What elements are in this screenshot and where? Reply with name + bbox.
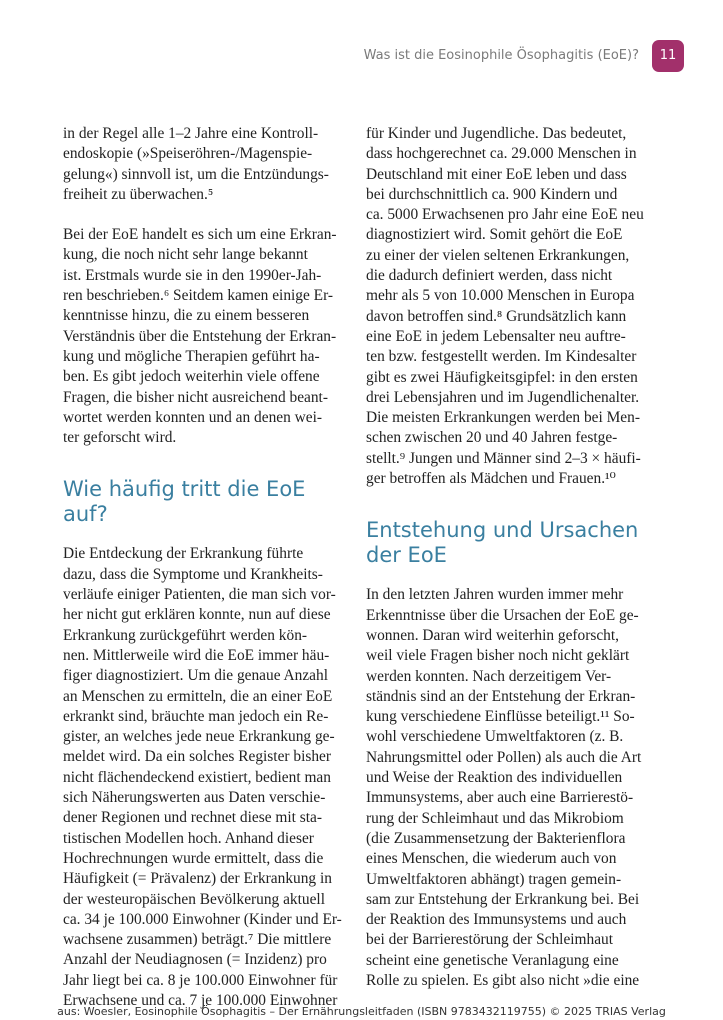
paragraph-frequency-continued: für Kinder und Jugendliche. Das bedeutet, dass hochgerechnet ca. 29.000 Menschen in Deutschland mit einer EoE leben und dass bei durchschnittlich ca. 900 Kindern und ca. 5000 Erwachsenen pro Jahr eine EoE neu diagnostiziert wird. Somit gehört die EoE zu einer der vielen seltenen Erkrankungen, die dadurch definiert werden, dass nicht mehr als 5 von 10.000 Menschen in Europa davon betroffen sind.⁸ Grundsätzlich kann eine EoE in jedem Lebensalter neu auftre- ten bzw. festgestellt werden. Im Kindesalter gibt es zwei Häufigkeitsgipfel: in den ersten drei Lebensjahren und im Jugendlichenalter. Die meisten Erkrankungen werden bei Men- schen zwischen 20 und 40 Jahren festge- stellt.⁹ Jungen und Männer sind 2–3 × häufi- ger betroffen als Mädchen und Frauen.¹⁰: [366, 125, 644, 488]
heading-frequency: Wie häufig tritt die EoE auf?: [63, 477, 306, 527]
right-column: [366, 124, 646, 991]
paragraph-frequency: Die Entdeckung der Erkrankung führte dazu, dass die Symptome und Krankheits- verläufe einiger Patienten, die man sich vor- her nicht gut erklären konnte, nun auf diese Erkrankung zurückgeführt werden kön- nen. Mittlerweile wird die EoE immer häu- figer diagnostiziert. Um die genaue Anzahl an Menschen zu ermitteln, die an einer EoE erkrankt sind, bräuchte man jedoch ein Re- gister, an welches jede neue Erkrankung ge- meldet wird. Da ein solches Register bisher nicht flächendeckend existiert, bedient man sich Näherungswerten aus Daten verschie- dener Regionen und rechnet diese mit sta- tistischen Modellen hoch. Anhand dieser Hochrechnungen wurde ermittelt, dass die Häufigkeit (= Prävalenz) der Erkrankung in der westeuropäischen Bevölkerung aktuell ca. 34 je 100.000 Einwohner (Kinder und Er- wachsene zusammen) beträgt.⁷ Die mittlere Anzahl der Neudiagnosen (= Inzidenz) pro Jahr liegt bei ca. 8 je 100.000 Einwohner für Erwachsene und ca. 7 je 100.000 Einwohner: [63, 545, 342, 1009]
left-column: [63, 124, 343, 1011]
running-title: Was ist die Eosinophile Ösophagitis (EoE)?: [363, 48, 639, 63]
page-number-badge: 11: [652, 40, 684, 72]
heading-causes: Entstehung und Ursachen der EoE: [366, 518, 639, 568]
paragraph-history: Bei der EoE handelt es sich um eine Erkran- kung, die noch nicht sehr lange bekannt ist. Erstmals wurde sie in den 1990er-Jah- ren beschrieben.⁶ Seitdem kamen einige Er- kenntnisse hinzu, die zu einem besseren Verständnis über die Entstehung der Erkran- kung und mögliche Therapien geführt ha- ben. Es gibt jedoch weiterhin viele offene Fragen, die bisher nicht ausreichend beant- wortet werden konnten und an denen wei- ter geforscht wird.: [63, 226, 337, 447]
paragraph-continued: in der Regel alle 1–2 Jahre eine Kontroll- endoskopie (»Speiseröhren-/Magenspie- gelung«) sinnvoll ist, um die Entzündungs- freiheit zu überwachen.⁵: [63, 125, 329, 203]
paragraph-causes: In den letzten Jahren wurden immer mehr Erkenntnisse über die Ursachen der EoE ge- wonnen. Daran wird weiterhin geforscht, weil viele Fragen bisher noch nicht geklärt werden konnten. Nach derzeitigem Ver- ständnis sind an der Entstehung der Erkran- kung verschiedene Einflüsse beteiligt.¹¹ So- wohl verschiedene Umweltfaktoren (z. B. Nahrungsmittel oder Pollen) als auch die Art und Weise der Reaktion des individuellen Immunsystems, aber auch eine Barrierestö- rung der Schleimhaut und das Mikrobiom (die Zusammensetzung der Bakterienflora eines Menschen, die wiederum auch von Umweltfaktoren abhängt) tragen gemein- sam zur Entstehung der Erkrankung bei. Bei der Reaktion des Immunsystems und auch bei der Barrierestörung der Schleimhaut scheint eine genetische Veranlagung eine Rolle zu spielen. Es gibt also nicht »die eine: [366, 586, 642, 989]
source-footer: aus: Woesler, Eosinophile Ösophagitis – Der Ernährungsleitfaden (ISBN 9783432119755) © 2025 TRIAS Verlag: [57, 1005, 666, 1018]
